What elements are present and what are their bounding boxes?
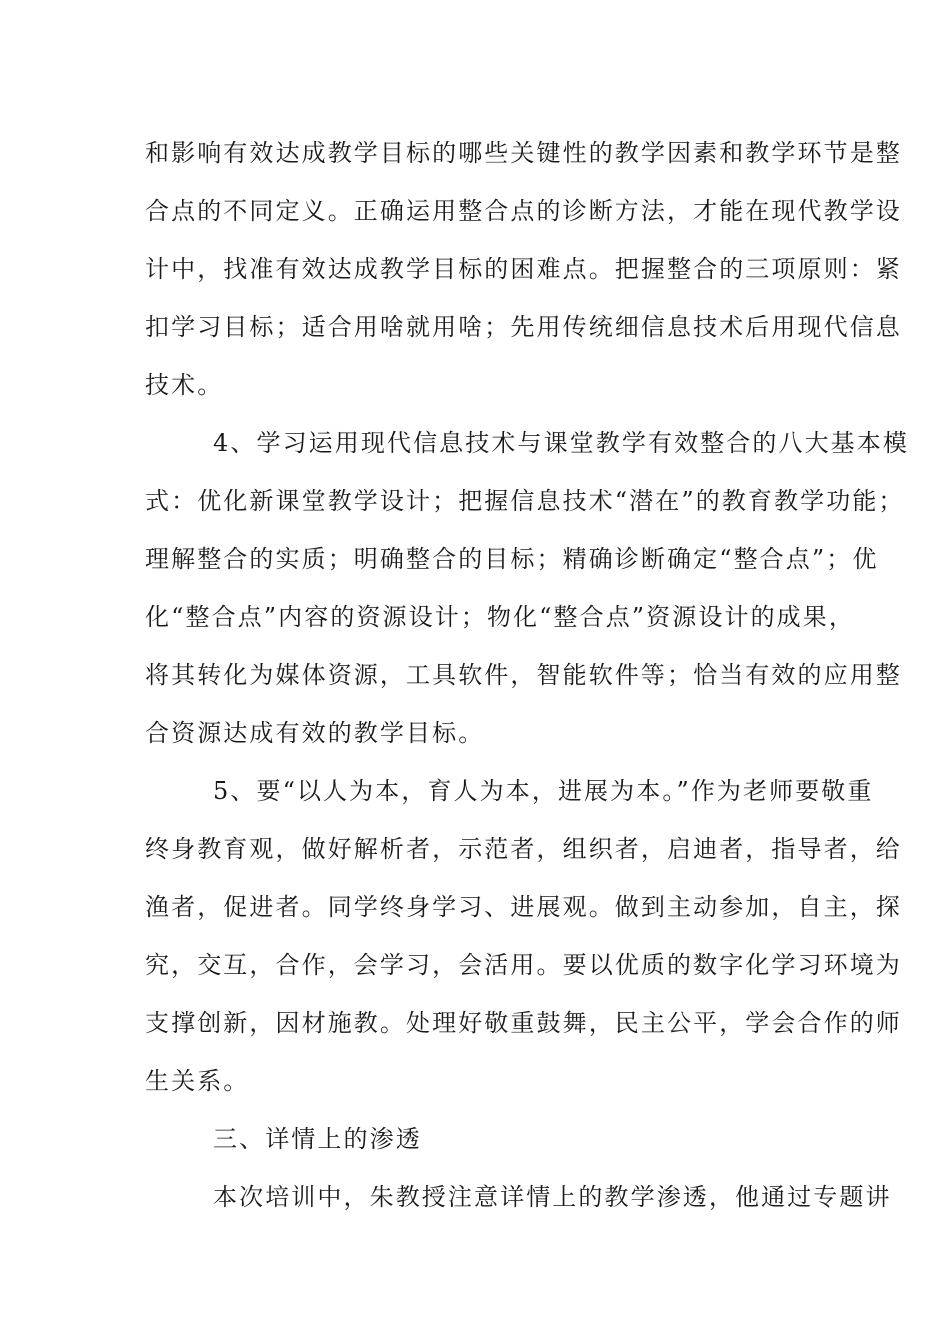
section-heading: 三、详情上的渗透 xyxy=(213,1125,422,1153)
paragraph-line: 扣学习目标；适合用啥就用啥；先用传统细信息技术后用现代信息 xyxy=(145,313,902,341)
paragraph-line: 本次培训中，朱教授注意详情上的教学渗透，他通过专题讲 xyxy=(213,1183,892,1211)
paragraph-line: 5、要“以人为本，育人为本，进展为本。”作为老师要敬重 xyxy=(213,777,874,805)
paragraph-line: 渔者，促进者。同学终身学习、进展观。做到主动参加，自主，探 xyxy=(145,893,902,921)
paragraph-line: 计中，找准有效达成教学目标的困难点。把握整合的三项原则：紧 xyxy=(145,255,902,283)
paragraph-line: 生关系。 xyxy=(145,1067,250,1095)
paragraph-line: 4、学习运用现代信息技术与课堂教学有效整合的八大基本模 xyxy=(213,429,909,457)
paragraph-line: 将其转化为媒体资源，工具软件，智能软件等；恰当有效的应用整 xyxy=(145,661,902,689)
paragraph-line: 支撑创新，因材施教。处理好敬重鼓舞，民主公平，学会合作的师 xyxy=(145,1009,902,1037)
paragraph-line: 究，交互，合作，会学习，会活用。要以优质的数字化学习环境为 xyxy=(145,951,902,979)
paragraph-line: 化“整合点”内容的资源设计；物化“整合点”资源设计的成果， xyxy=(145,603,855,631)
paragraph-line: 技术。 xyxy=(145,371,224,399)
paragraph-line: 合点的不同定义。正确运用整合点的诊断方法，才能在现代教学设 xyxy=(145,197,902,225)
paragraph-line: 终身教育观，做好解析者，示范者，组织者，启迪者，指导者，给 xyxy=(145,835,902,863)
paragraph-line: 理解整合的实质；明确整合的目标；精确诊断确定“整合点”；优 xyxy=(145,545,879,573)
paragraph-line: 合资源达成有效的教学目标。 xyxy=(145,719,485,747)
paragraph-line: 式：优化新课堂教学设计；把握信息技术“潜在”的教育教学功能； xyxy=(145,487,905,515)
paragraph-line: 和影响有效达成教学目标的哪些关键性的教学因素和教学环节是整 xyxy=(145,139,902,167)
